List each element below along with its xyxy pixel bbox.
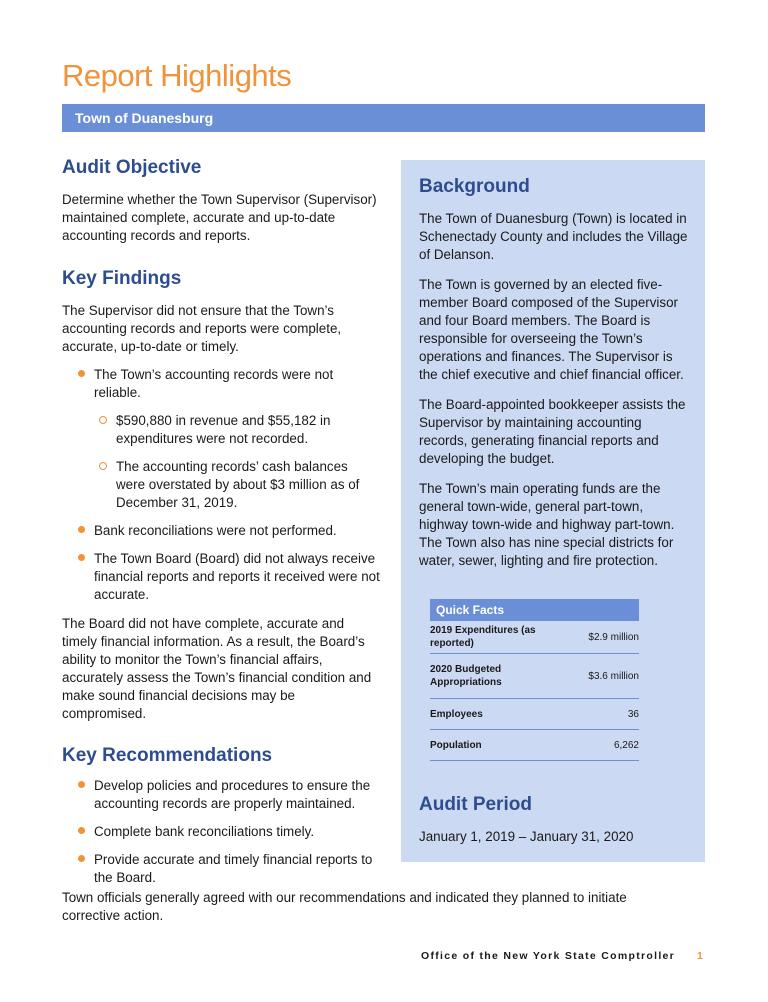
bullet-dot-icon: [78, 554, 85, 561]
fact-value: $3.6 million: [588, 670, 639, 682]
recommendation-text: Complete bank reconciliations timely.: [94, 824, 315, 839]
town-name: Town of Duanesburg: [75, 110, 214, 126]
findings-list: [62, 366, 380, 604]
sub-finding-text: The accounting records’ cash balances were overstated by about $3 million as of December 31, 2019.: [116, 459, 360, 510]
list-item: [62, 522, 380, 540]
list-item: [62, 366, 380, 512]
finding-text: The Town Board (Board) did not always receive financial reports and reports it received were not accurate.: [94, 551, 380, 602]
fact-label: Employees: [430, 708, 483, 720]
fact-value: 6,262: [613, 739, 639, 751]
background-paragraph: The Board-appointed bookkeeper assists the Supervisor by maintaining accounting records, generating financial reports and developing the budget.: [419, 397, 686, 466]
sub-finding-text: $590,880 in revenue and $55,182 in expenditures were not recorded.: [116, 413, 331, 446]
sidebar-panel: [401, 160, 705, 862]
bullet-dot-icon: [78, 781, 85, 788]
list-item: [94, 412, 380, 448]
audit-period-text: January 1, 2019 – January 31, 2020: [419, 829, 634, 844]
audit-period-heading: Audit Period: [419, 794, 532, 815]
bullet-dot-icon: [78, 370, 85, 377]
bullet-ring-icon: [99, 462, 107, 470]
bullet-dot-icon: [78, 526, 85, 533]
fact-label: 2020 Budgeted Appropriations: [430, 664, 502, 688]
fact-value: $2.9 million: [588, 631, 639, 643]
audit-objective-heading: Audit Objective: [62, 157, 202, 178]
audit-objective-text: Determine whether the Town Supervisor (Supervisor) maintained complete, accurate and up-to-date accounting records and reports.: [62, 192, 377, 243]
key-findings-conclusion: The Board did not have complete, accurate and timely financial information. As a result, the Board’s ability to monitor the Town’s financial affairs, accurately assess the Town’s financial condition and make sound financial decisions may be compromised.: [62, 616, 372, 721]
page-number: 1: [697, 950, 703, 962]
list-item: [62, 823, 380, 841]
left-column: [62, 157, 380, 887]
footer-office: Office of the New York State Comptroller: [421, 950, 676, 962]
recommendation-text: Provide accurate and timely financial reports to the Board.: [94, 852, 373, 885]
key-findings-intro: The Supervisor did not ensure that the Town’s accounting records and reports were complete, accurate, up-to-date or timely.: [62, 303, 342, 354]
quick-facts-table: [430, 599, 639, 761]
findings-sublist: [94, 412, 380, 512]
bullet-ring-icon: [99, 416, 107, 424]
bullet-dot-icon: [78, 855, 85, 862]
closing-statement: Town officials generally agreed with our recommendations and indicated they planned to initiate corrective action.: [62, 890, 627, 923]
key-findings-heading: Key Findings: [62, 268, 182, 289]
background-paragraph: The Town is governed by an elected five-member Board composed of the Supervisor and four Board members. The Board is responsible for overseeing the Town’s operations and finances. The Supervisor is the chief executive and chief financial officer.: [419, 277, 684, 382]
fact-label: 2019 Expenditures (as reported): [430, 625, 536, 649]
list-item: [94, 458, 380, 512]
table-row: [430, 654, 639, 699]
recommendation-text: Develop policies and procedures to ensure the accounting records are properly maintained.: [94, 778, 371, 811]
list-item: [62, 550, 380, 604]
bullet-dot-icon: [78, 827, 85, 834]
fact-value: 36: [627, 708, 639, 720]
table-row: [430, 699, 639, 730]
page-title: Report Highlights: [62, 58, 292, 93]
finding-text: The Town’s accounting records were not reliable.: [94, 367, 334, 400]
recommendations-list: [62, 777, 380, 887]
town-banner: [62, 104, 705, 132]
quick-facts-heading: Quick Facts: [430, 599, 639, 621]
fact-label: Population: [430, 739, 482, 751]
list-item: [62, 777, 380, 813]
list-item: [62, 851, 380, 887]
finding-text: Bank reconciliations were not performed.: [94, 523, 337, 538]
background-paragraph: The Town’s main operating funds are the general town-wide, general part-town, highway town-wide and highway part-town. The Town also has nine special districts for water, sewer, lighting and fire protection.: [419, 481, 675, 568]
table-row: [430, 730, 639, 761]
table-row: [430, 621, 639, 654]
key-recommendations-heading: Key Recommendations: [62, 745, 273, 766]
background-heading: Background: [419, 176, 530, 197]
background-paragraph: The Town of Duanesburg (Town) is located in Schenectady County and includes the Village of Delanson.: [419, 211, 688, 262]
